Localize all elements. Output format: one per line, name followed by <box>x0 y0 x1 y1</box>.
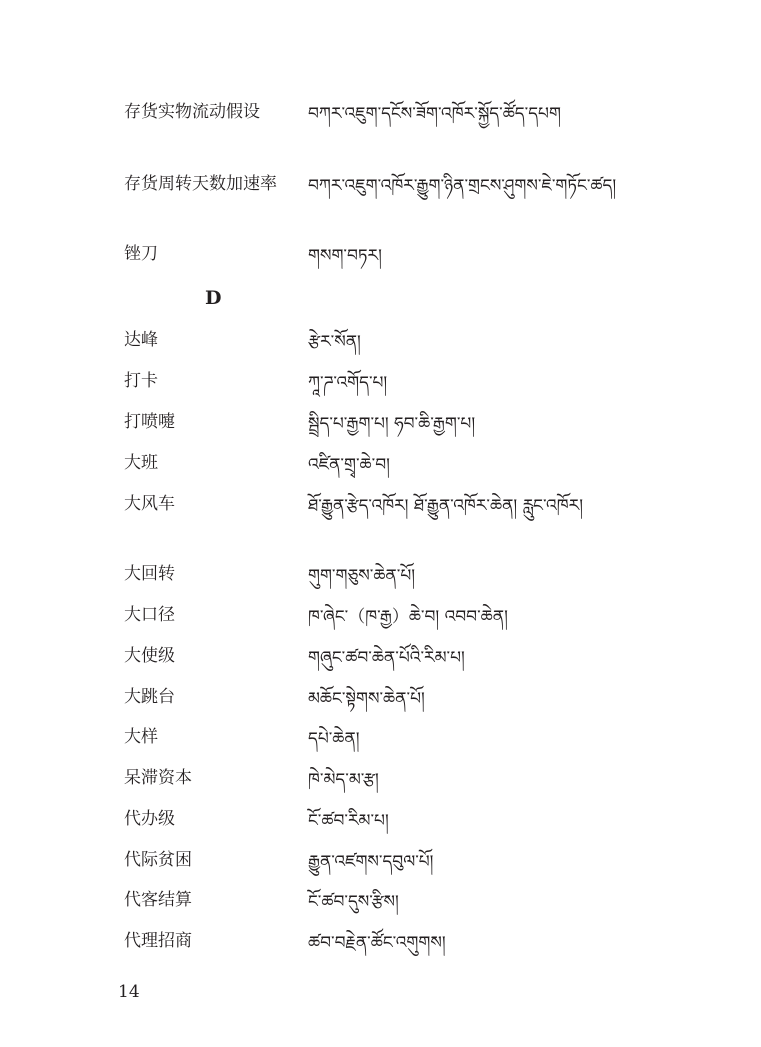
chinese-term: 代办级 <box>124 809 175 829</box>
tibetan-translation: ངོ་ཚབ་རིམ་པ། <box>308 811 389 831</box>
tibetan-translation: དཔེ་ཆེན། <box>308 729 360 749</box>
chinese-term: 呆滞资本 <box>124 768 192 788</box>
tibetan-translation: ཀཱ་ཌ་འགོད་པ། <box>308 373 388 393</box>
tibetan-translation: ཚབ་བརྗེན་ཚོང་འགུགས། <box>308 933 446 953</box>
page-number: 14 <box>118 982 140 1002</box>
tibetan-translation: ཁེ་མེད་མ་རྩ། <box>308 770 379 790</box>
tibetan-translation: རྒྱུན་འཛགས་དབུལ་པོ། <box>308 852 434 872</box>
chinese-term: 大班 <box>124 453 158 473</box>
tibetan-translation: བཀར་འཇུག་འཁོར་རྒྱུག་ཉིན་གྲངས་ཤུགས་ཇེ་གཏོང་ཚད། <box>308 176 617 196</box>
chinese-term: 大跳台 <box>124 687 175 707</box>
chinese-term: 代际贫困 <box>124 850 192 870</box>
tibetan-translation: རྩེར་སོན། <box>308 332 361 352</box>
tibetan-translation: ཐོ་རྒྱུན་རྩེད་འཁོར། ཐོ་རྒྱུན་འཁོར་ཆེན། རླུང་འཁོར། <box>308 496 584 516</box>
tibetan-translation: གསག་བཏར། <box>308 246 382 266</box>
chinese-term: 打喷嚏 <box>124 412 175 432</box>
chinese-term: 大风车 <box>124 494 175 514</box>
tibetan-translation: བཀར་འཇུག་དངོས་ཟོག་འཁོར་སྐྱོད་ཚོད་དཔག <box>308 104 561 124</box>
tibetan-translation: མཆོང་སྟེགས་ཆེན་པོ། <box>308 689 425 709</box>
tibetan-translation: ཁ་ཞེང་（ཁ་རྒྱ）ཆེ་བ། འབབ་ཆེན། <box>308 607 508 627</box>
chinese-term: 大回转 <box>124 564 175 584</box>
tibetan-translation: སྦྲིད་པ་རྒྱག་པ། ཧབ་ཆི་རྒྱག་པ། <box>308 414 476 434</box>
chinese-term: 锉刀 <box>124 244 158 264</box>
tibetan-translation: གུག་གཅུས་ཆེན་པོ། <box>308 566 416 586</box>
chinese-term: 存货实物流动假设 <box>124 102 260 122</box>
tibetan-translation: གཞུང་ཚབ་ཆེན་པོའི་རིམ་པ། <box>308 648 465 668</box>
chinese-term: 打卡 <box>124 371 158 391</box>
chinese-term: 代理招商 <box>124 931 192 951</box>
section-letter: D <box>205 287 222 309</box>
tibetan-translation: འཛིན་གྲྭ་ཆེ་བ། <box>308 455 390 475</box>
chinese-term: 大样 <box>124 727 158 747</box>
chinese-term: 代客结算 <box>124 890 192 910</box>
chinese-term: 达峰 <box>124 330 158 350</box>
chinese-term: 大口径 <box>124 605 175 625</box>
chinese-term: 存货周转天数加速率 <box>124 174 277 194</box>
tibetan-translation: ངོ་ཚབ་དུས་རྩིས། <box>308 892 399 912</box>
chinese-term: 大使级 <box>124 646 175 666</box>
